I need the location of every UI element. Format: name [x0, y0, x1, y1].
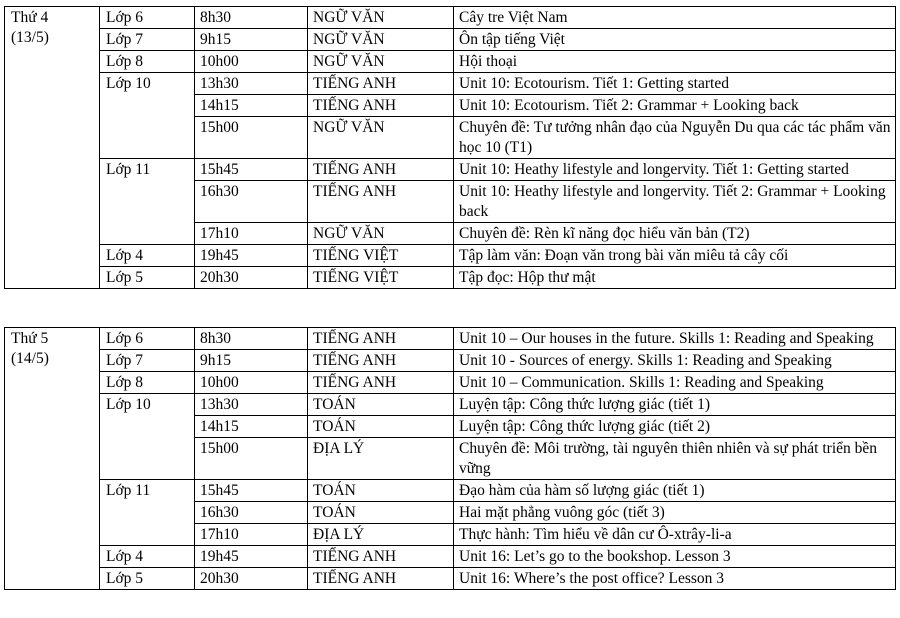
- lesson-cell: Unit 10: Heathy lifestyle and longervity. Tiết 2: Grammar + Looking back: [454, 181, 896, 223]
- subject-cell: TIẾNG ANH: [308, 372, 454, 394]
- subject-cell: TIẾNG ANH: [308, 328, 454, 350]
- subject-cell: TIẾNG ANH: [308, 181, 454, 223]
- class-cell: Lớp 5: [100, 568, 195, 590]
- subject-cell: ĐỊA LÝ: [308, 524, 454, 546]
- time-cell: 13h30: [195, 394, 308, 416]
- lesson-cell: Chuyên đề: Tư tưởng nhân đạo của Nguyễn Du qua các tác phẩm văn học 10 (T1): [454, 117, 896, 159]
- time-cell: 10h00: [195, 372, 308, 394]
- table-row: [5, 159, 896, 181]
- lesson-cell: Unit 16: Where’s the post office? Lesson 3: [454, 568, 896, 590]
- lesson-cell: Unit 10 – Communication. Skills 1: Reading and Speaking: [454, 372, 896, 394]
- class-cell: Lớp 11: [100, 480, 195, 546]
- table-row: [5, 73, 896, 95]
- class-cell: Lớp 7: [100, 29, 195, 51]
- lesson-cell: Unit 10: Heathy lifestyle and longervity. Tiết 1: Getting started: [454, 159, 896, 181]
- time-cell: 8h30: [195, 7, 308, 29]
- lesson-cell: Tập làm văn: Đoạn văn trong bài văn miêu tả cây cối: [454, 245, 896, 267]
- lesson-cell: Unit 10 – Our houses in the future. Skills 1: Reading and Speaking: [454, 328, 896, 350]
- table-row: [5, 394, 896, 416]
- lesson-cell: Thực hành: Tìm hiểu về dân cư Ô-xtrây-li-a: [454, 524, 896, 546]
- class-cell: Lớp 10: [100, 394, 195, 480]
- table-row: [5, 29, 896, 51]
- class-cell: Lớp 6: [100, 7, 195, 29]
- table-row: [5, 350, 896, 372]
- lesson-cell: Chuyên đề: Rèn kĩ năng đọc hiểu văn bản (T2): [454, 223, 896, 245]
- subject-cell: TIẾNG ANH: [308, 159, 454, 181]
- time-cell: 9h15: [195, 29, 308, 51]
- subject-cell: TOÁN: [308, 416, 454, 438]
- table-row: [5, 480, 896, 502]
- class-cell: Lớp 11: [100, 159, 195, 245]
- lesson-cell: Luyện tập: Công thức lượng giác (tiết 1): [454, 394, 896, 416]
- lesson-cell: Luyện tập: Công thức lượng giác (tiết 2): [454, 416, 896, 438]
- subject-cell: TOÁN: [308, 502, 454, 524]
- schedule-table-thu-4: [4, 6, 896, 289]
- date-label: (13/5): [11, 29, 49, 46]
- table-row: [5, 7, 896, 29]
- time-cell: 15h45: [195, 480, 308, 502]
- lesson-cell: Cây tre Việt Nam: [454, 7, 896, 29]
- lesson-cell: Hội thoại: [454, 51, 896, 73]
- time-cell: 19h45: [195, 546, 308, 568]
- subject-cell: TOÁN: [308, 480, 454, 502]
- table-row: [5, 267, 896, 289]
- time-cell: 17h10: [195, 223, 308, 245]
- lesson-cell: Hai mặt phẳng vuông góc (tiết 3): [454, 502, 896, 524]
- subject-cell: NGỮ VĂN: [308, 51, 454, 73]
- lesson-cell: Unit 16: Let’s go to the bookshop. Lesson 3: [454, 546, 896, 568]
- date-label: (14/5): [11, 350, 49, 367]
- subject-cell: TIẾNG ANH: [308, 73, 454, 95]
- lesson-cell: Unit 10: Ecotourism. Tiết 2: Grammar + Looking back: [454, 95, 896, 117]
- day-label: Thứ 4: [11, 9, 49, 26]
- time-cell: 14h15: [195, 95, 308, 117]
- table-row: [5, 245, 896, 267]
- class-cell: Lớp 10: [100, 73, 195, 159]
- day-cell: [5, 328, 100, 590]
- time-cell: 16h30: [195, 502, 308, 524]
- time-cell: 15h00: [195, 438, 308, 480]
- class-cell: Lớp 8: [100, 372, 195, 394]
- subject-cell: TOÁN: [308, 394, 454, 416]
- lesson-cell: Unit 10 - Sources of energy. Skills 1: Reading and Speaking: [454, 350, 896, 372]
- lesson-cell: Đạo hàm của hàm số lượng giác (tiết 1): [454, 480, 896, 502]
- time-cell: 15h45: [195, 159, 308, 181]
- lesson-cell: Ôn tập tiếng Việt: [454, 29, 896, 51]
- subject-cell: TIẾNG ANH: [308, 350, 454, 372]
- time-cell: 20h30: [195, 568, 308, 590]
- time-cell: 15h00: [195, 117, 308, 159]
- lesson-cell: Chuyên đề: Môi trường, tài nguyên thiên nhiên và sự phát triển bền vững: [454, 438, 896, 480]
- subject-cell: TIẾNG ANH: [308, 95, 454, 117]
- table-row: [5, 568, 896, 590]
- time-cell: 9h15: [195, 350, 308, 372]
- subject-cell: ĐỊA LÝ: [308, 438, 454, 480]
- subject-cell: NGỮ VĂN: [308, 7, 454, 29]
- subject-cell: NGỮ VĂN: [308, 117, 454, 159]
- table-row: [5, 328, 896, 350]
- subject-cell: TIẾNG ANH: [308, 546, 454, 568]
- time-cell: 20h30: [195, 267, 308, 289]
- class-cell: Lớp 8: [100, 51, 195, 73]
- table-row: [5, 546, 896, 568]
- subject-cell: NGỮ VĂN: [308, 29, 454, 51]
- class-cell: Lớp 6: [100, 328, 195, 350]
- subject-cell: TIẾNG VIỆT: [308, 245, 454, 267]
- schedule-table-thu-5: [4, 327, 896, 590]
- lesson-cell: Unit 10: Ecotourism. Tiết 1: Getting started: [454, 73, 896, 95]
- class-cell: Lớp 7: [100, 350, 195, 372]
- subject-cell: NGỮ VĂN: [308, 223, 454, 245]
- time-cell: 19h45: [195, 245, 308, 267]
- time-cell: 8h30: [195, 328, 308, 350]
- class-cell: Lớp 5: [100, 267, 195, 289]
- class-cell: Lớp 4: [100, 546, 195, 568]
- time-cell: 17h10: [195, 524, 308, 546]
- time-cell: 13h30: [195, 73, 308, 95]
- time-cell: 14h15: [195, 416, 308, 438]
- time-cell: 16h30: [195, 181, 308, 223]
- table-row: [5, 51, 896, 73]
- class-cell: Lớp 4: [100, 245, 195, 267]
- lesson-cell: Tập đọc: Hộp thư mật: [454, 267, 896, 289]
- day-cell: [5, 7, 100, 289]
- subject-cell: TIẾNG VIỆT: [308, 267, 454, 289]
- day-label: Thứ 5: [11, 330, 49, 347]
- table-row: [5, 372, 896, 394]
- subject-cell: TIẾNG ANH: [308, 568, 454, 590]
- time-cell: 10h00: [195, 51, 308, 73]
